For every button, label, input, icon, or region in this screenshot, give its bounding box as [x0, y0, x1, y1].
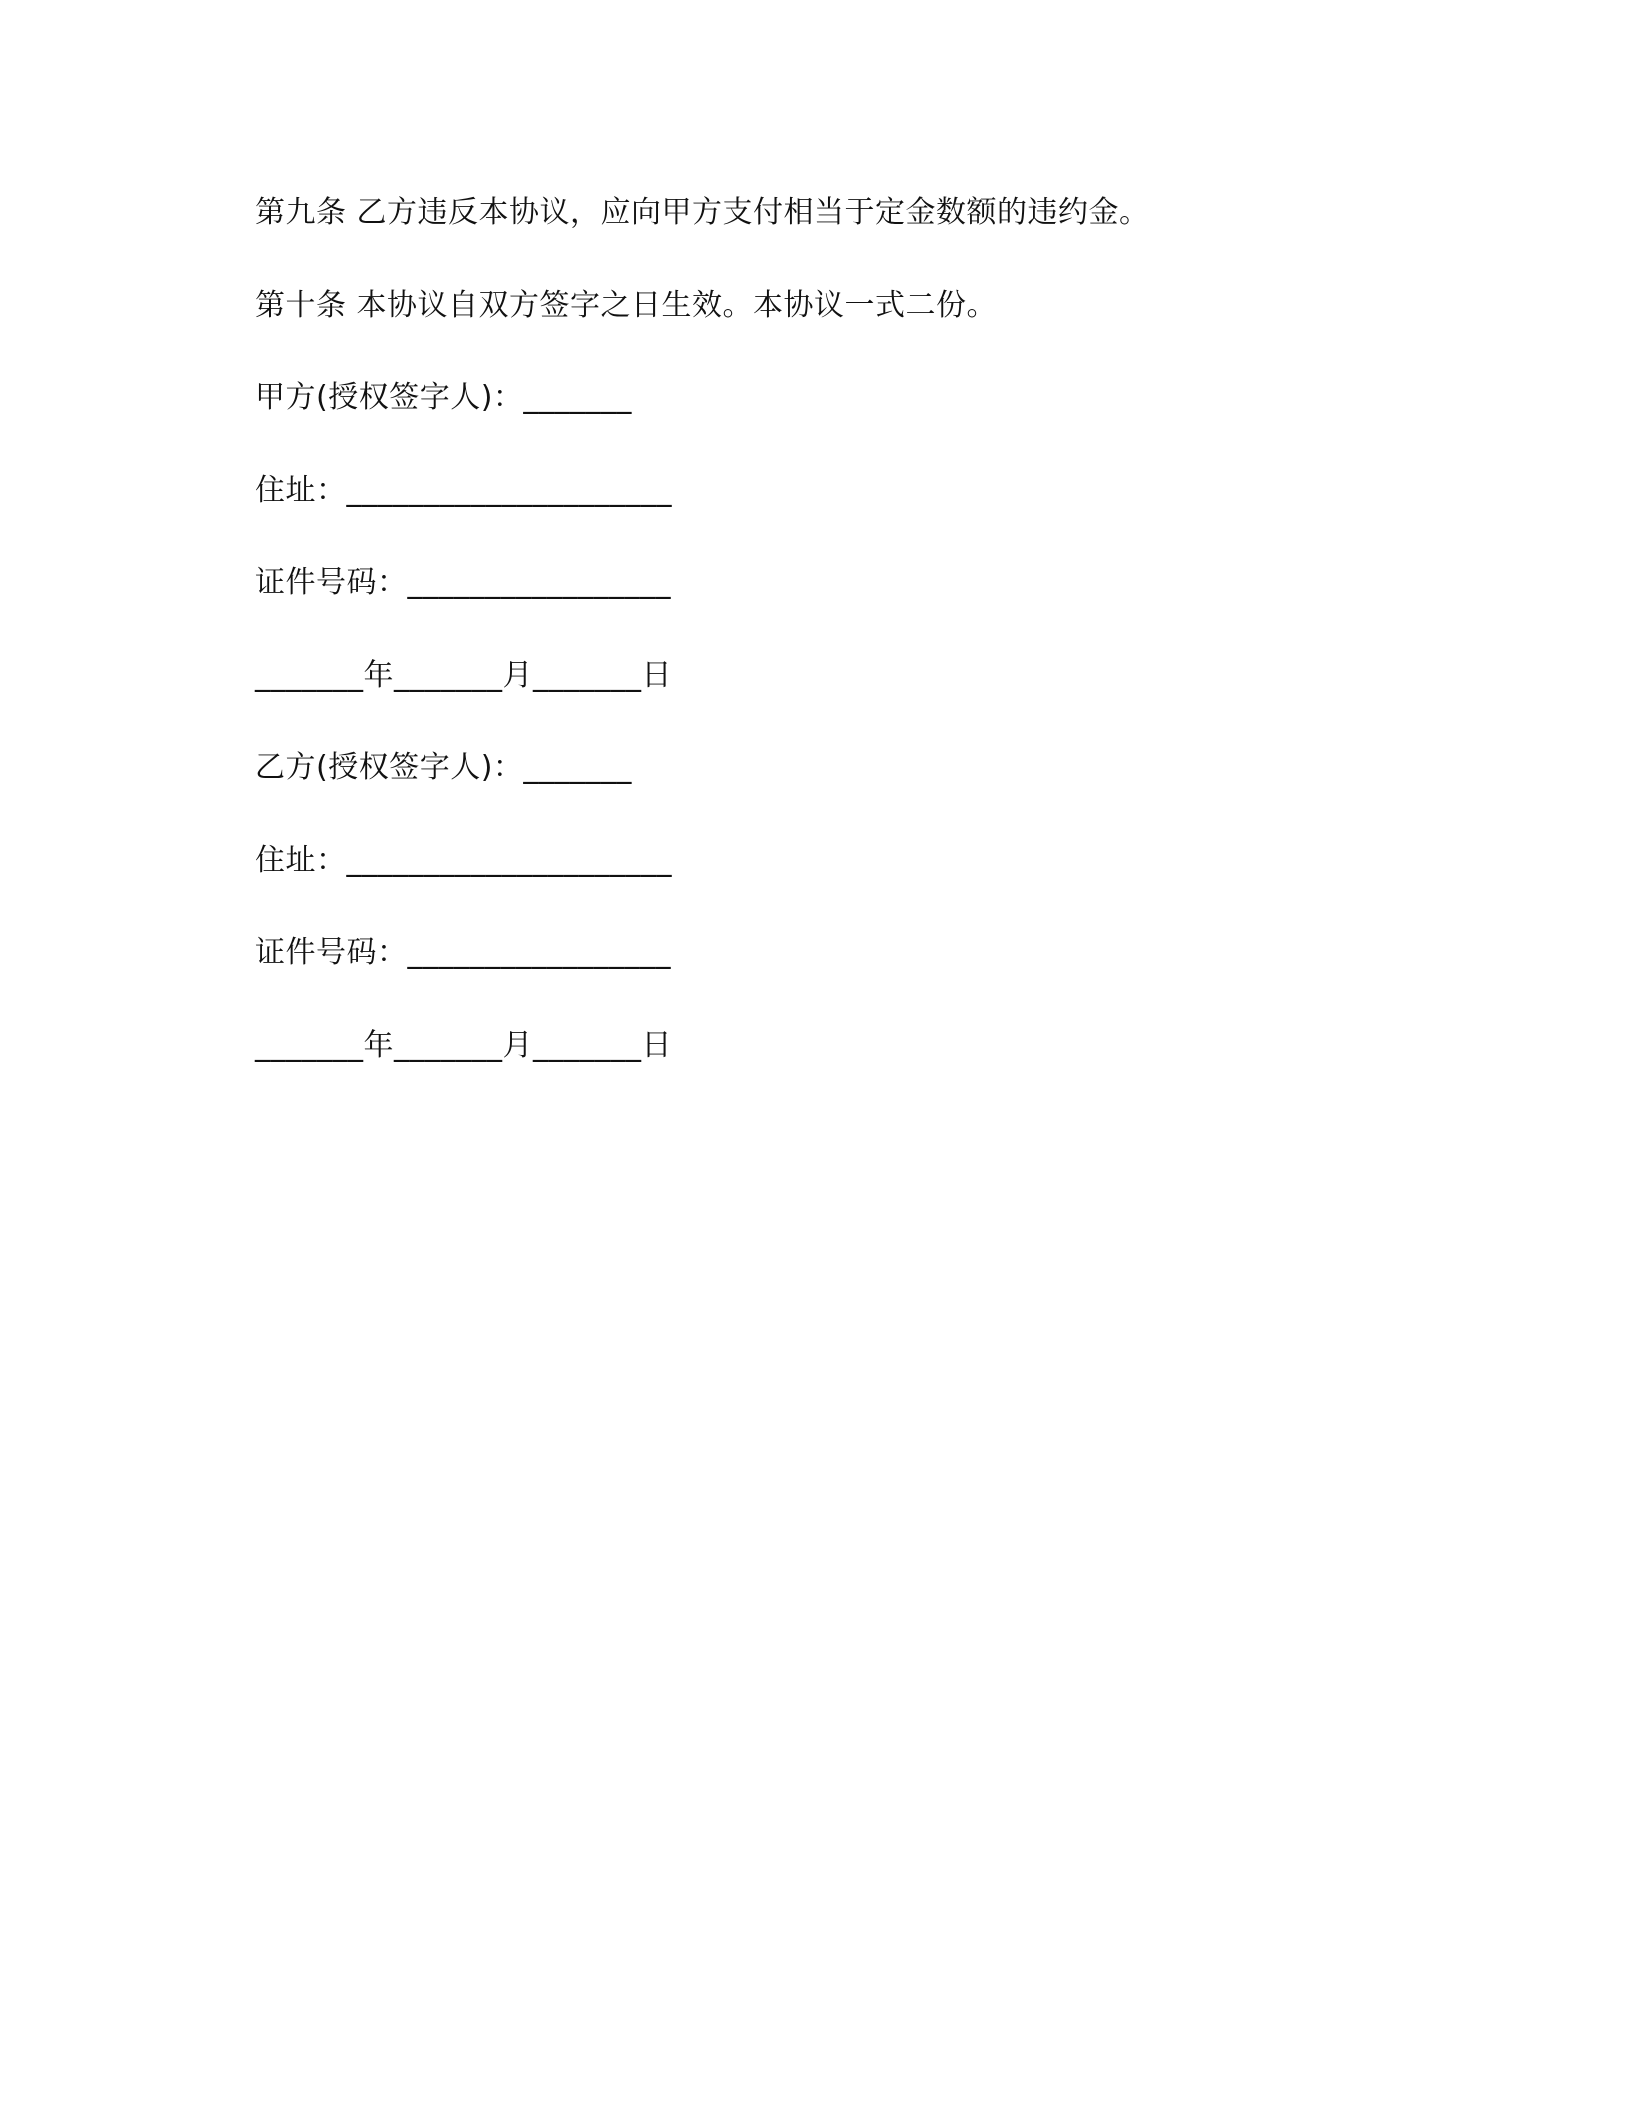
party-a-date-line: _______年_______月_______日	[255, 658, 672, 693]
party-b-date-line: _______年_______月_______日	[255, 1028, 672, 1063]
party-b-address-line: 住址：_____________________	[255, 843, 672, 878]
party-a-id-number-line: 证件号码：_________________	[255, 565, 671, 600]
party-b-signatory-line: 乙方(授权签字人)：_______	[255, 750, 632, 785]
party-a-signatory-line: 甲方(授权签字人)：_______	[255, 380, 632, 415]
party-b-id-number-line: 证件号码：_________________	[255, 935, 671, 970]
article-9-text: 第九条 乙方违反本协议，应向甲方支付相当于定金数额的违约金。	[255, 195, 1150, 230]
article-10-text: 第十条 本协议自双方签字之日生效。本协议一式二份。	[255, 288, 998, 323]
party-a-address-line: 住址：_____________________	[255, 473, 672, 508]
